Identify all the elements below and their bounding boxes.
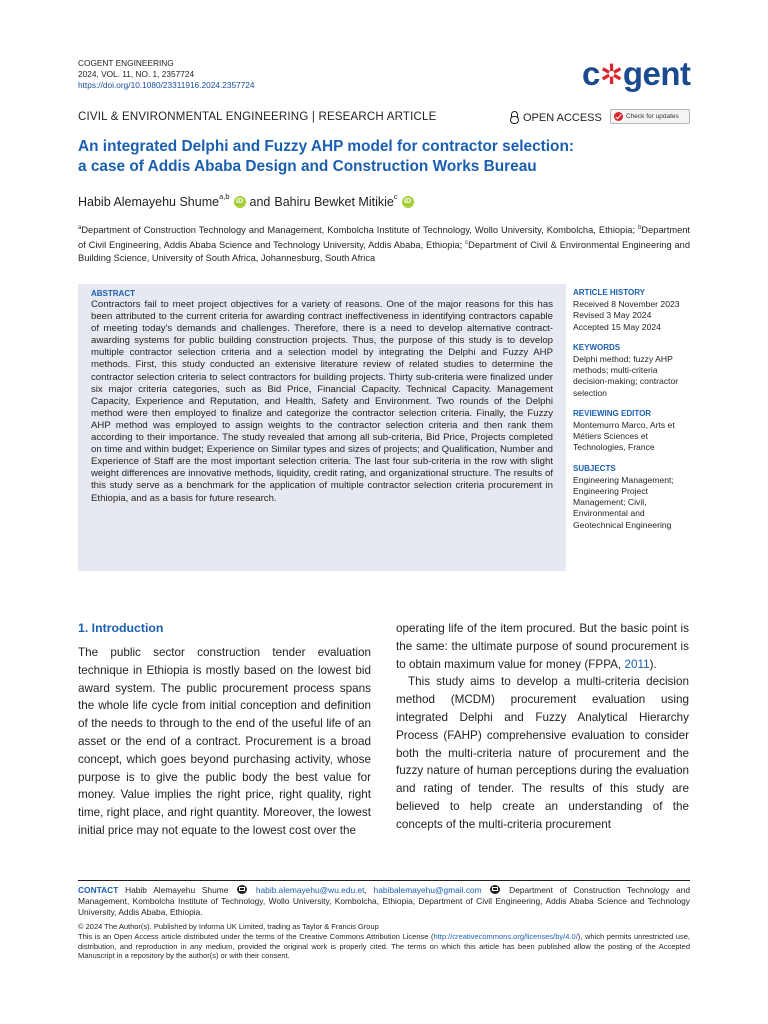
body-column-left (78, 620, 371, 840)
copyright-note (78, 922, 690, 961)
logo-star-icon: ✲ (599, 59, 623, 90)
reviewing-editor-text: Montemurro Marco, Arts et Métiers Sciences et Technologies, France (573, 420, 675, 453)
abstract-box (78, 284, 566, 571)
history-received: Received 8 November 2023 (573, 299, 680, 310)
check-updates-label: Check for updates (626, 113, 679, 120)
license-text: This is an Open Access article distributed under the terms of the Creative Commons Attribution License (http://creativecommons.org/licenses/by/4.0/), which permits unrestricted use, distribution, and reproduction in any medium, provided the original work is properly cited. The terms on which this article has been published allow the posting of the Accepted Manuscript in a repository by the author(s) or with their consent. (78, 931, 690, 961)
doi-link[interactable]: https://doi.org/10.1080/23311916.2024.2357724 (78, 80, 255, 90)
intro-paragraph-1: The public sector construction tender evaluation technique in Ethiopia is mostly based on the lowest bid award system. The public procurement process spans the whole life cycle from initial conception and definition of the needs to through to the end of the useful life of an asset or the end of a contract. Procurement is a broad concept, which goes beyond purchasing activity, whose purpose is to give the public body the best value for money. Value implies the right price, right quality, right time, right place, and right quantity. Moreover, the lowest initial price may not equate to the lowest cost over the (78, 646, 371, 837)
author-1[interactable]: Habib Alemayehu Shume$^{a,b}$ (78, 192, 230, 210)
title-line-1: An integrated Delphi and Fuzzy AHP model for contractor selection: (78, 138, 574, 155)
citation-link[interactable]: 2011 (624, 657, 650, 671)
subjects-text: Engineering Management; Engineering Project Management; Civil, Environmental and Geotechnical Engineering (573, 474, 674, 530)
intro-paragraph-2: This study aims to develop a multi-criteria decision method (MCDM) procurement evaluation using integrated Delphi and Fuzzy Analytical Hierarchy Process (FAHP) comprehensive evaluation to consider both the multi-criteria nature of procurement and the fuzzy nature of human perceptions during the evaluation and rating of tender. The results of this study are believed to help create an understanding of the concepts of the multi-criteria procurement (396, 675, 689, 831)
paper-title (78, 137, 690, 177)
reviewing-editor-heading: REVIEWING EDITOR (573, 408, 652, 418)
keywords-heading: KEYWORDS (573, 342, 621, 352)
email-icon (237, 885, 247, 894)
address-icon (490, 885, 500, 894)
copyright-line: © 2024 The Author(s). Published by Informa UK Limited, trading as Taylor & Francis Group (78, 922, 379, 931)
history-accepted: Accepted 15 May 2024 (573, 321, 661, 332)
authors-line (78, 194, 414, 209)
article-history-heading: ARTICLE HISTORY (573, 288, 646, 297)
section-label: CIVIL & ENVIRONMENTAL ENGINEERING | RESEARCH ARTICLE (78, 111, 437, 123)
logo-text-start: c (582, 55, 600, 92)
license-link[interactable]: http://creativecommons.org/licenses/by/4.0/ (433, 931, 578, 941)
open-lock-icon (510, 111, 519, 124)
intro-paragraph-continued: operating life of the item procured. But the basic point is the same: the ultimate purpose of sound procurement is to obtain maximum value for money (FPPA, 2011). (396, 622, 689, 671)
logo-text-end: gent (622, 55, 691, 92)
footer-divider (78, 880, 690, 881)
check-for-updates-button[interactable] (610, 109, 690, 124)
section-header (78, 109, 690, 127)
abstract-heading: ABSTRACT (91, 289, 135, 298)
article-sidebar (573, 287, 693, 531)
orcid-icon[interactable]: iD (234, 196, 246, 208)
journal-name: COGENT ENGINEERING (78, 58, 174, 68)
contact-note: CONTACT Habib Alemayehu Shume habib.alemayehu@wu.edu.et, habibalemayehu@gmail.com Department of Construction Technology and Management, Kombolcha Institute of Technology, Wollo University, Kombolcha, Ethiopia, Department of Civil Engineering, Addis Ababa Science and Technology University, Addis Ababa, Ethiopia. (78, 885, 691, 917)
contact-name: Habib Alemayehu Shume (125, 885, 229, 895)
journal-meta (78, 58, 255, 91)
keywords-text: Delphi method; fuzzy AHP methods; multi-criteria decision-making; contractor selection (573, 354, 679, 398)
subjects-heading: SUBJECTS (573, 463, 616, 473)
check-updates-icon (614, 112, 623, 121)
journal-volume: 2024, VOL. 11, NO. 1, 2357724 (78, 69, 195, 79)
affiliations: $^a$Department of Construction Technology and Management, Kombolcha Institute of Technology, Wollo University, Kombolcha, Ethiopia; $^b$Department of Civil Engineering, Addis Ababa Science and Technology University, Addis Ababa, Ethiopia; $^c$Department of Civil & Environmental Engineering and Building Science, University of South Africa, Johannesburg, South Africa (78, 225, 690, 264)
open-access-label: OPEN ACCESS (523, 111, 602, 124)
open-access-badge (510, 111, 602, 124)
orcid-icon[interactable]: iD (402, 196, 414, 208)
author-2[interactable]: Bahiru Bewket Mitikie$^c$ (274, 192, 398, 210)
contact-email-1[interactable]: habib.alemayehu@wu.edu.et (255, 885, 365, 895)
body-column-right (396, 620, 689, 834)
introduction-heading: 1. Introduction (78, 621, 164, 635)
title-line-2: a case of Addis Ababa Design and Construction Works Bureau (78, 158, 537, 175)
abstract-text: Contractors fail to meet project objectives for a variety of reasons. One of the major reasons for this has been attributed to the current criteria for awarding contract ineffectiveness in identifying contractors capable of meeting today's demands and challenges. Therefore, there is a need to develop alternative contract-awarding systems for public building construction projects. Thus, the purpose of this study is to develop multiple contractor selection criteria and a selection model by integrating the Delphi and Fuzzy AHP methods. First, this study conducted an extensive literature review of related studies to determine the contractor selection criteria to select contractors for building projects. Thirty sub-criteria were finalized under six major criteria categories, such as Bid Price, Financial Capacity. Technical Capacity. Management Capacity, Experience and Reputation, and Health, Safety and Environment. Two rounds of the Delphi method were then employed to finalize and categorize the contractor selection criteria. Finally, the Fuzzy AHP method was employed to assign weights to the contractor selection criteria and then rank them according to their importance. The study revealed that among all sub-criteria, Bid Price, Projects completed on time and within budget; Experience on Similar types and sizes of projects; and Qualification, Number and Experience of Staff are the most important selection criteria. The last four sub-criteria in the row with slight weight differences are innovative methods, liquidity, credit rating, and organizational structure. The results of this study serve as a benchmark for the application of multiple contractor selection criteria procurement in Ethiopia, and as a basis for future research. (91, 299, 553, 504)
history-revised: Revised 3 May 2024 (573, 310, 652, 321)
contact-email-2[interactable]: habibalemayehu@gmail.com (373, 885, 482, 895)
author-connector: and (249, 194, 271, 209)
contact-address: Department of Construction Technology and Management, Kombolcha Institute of Technology, Wollo University, Kombolcha, Ethiopia, Department of Civil Engineering, Addis Ababa Science and Technology University, Addis Ababa, Ethiopia. (78, 885, 691, 917)
cogent-logo (582, 54, 691, 96)
contact-label: CONTACT (78, 885, 119, 895)
